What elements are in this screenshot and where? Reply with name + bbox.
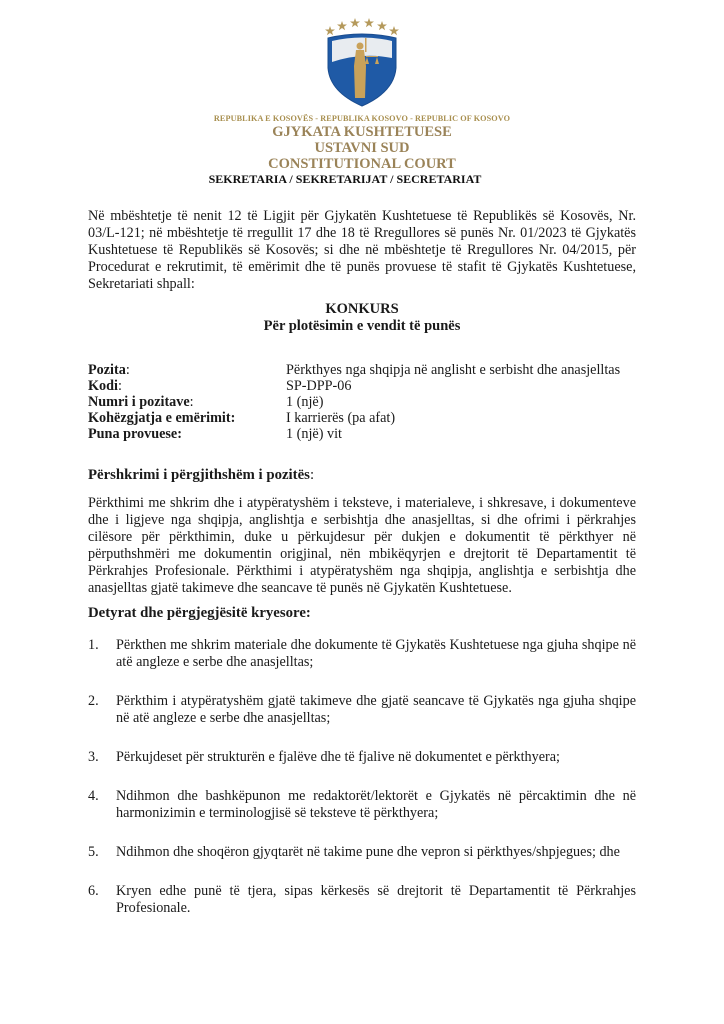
field-value: Përkthyes nga shqipja në anglisht e serbisht dhe anasjelltas [286, 362, 621, 378]
intro-paragraph: Në mbështetje të nenit 12 të Ligjit për Gjykatën Kushtetuese të Republikës së Kosovës, Nr. 03/L-121; në mbështetje të rregullit 17 dhe 18 të Rregullores së punës Nr. 01/2023 të Gjykatës Kushtetuese të Republikës së Kosovës; si dhe në mbështetje të Rregullores Nr. 04/2015, për Procedurat e rekrutimit, të emërimit dhe të punës provuese të stafit të Gjykatës Kushtetuese, Sekretariati shpall: [88, 208, 636, 292]
list-item: 3. Përkujdeset për strukturën e fjalëve dhe të fjalive në dokumentet e përkthyera; [88, 749, 560, 765]
court-name-block [0, 124, 724, 172]
description-heading: Përshkrimi i përgjithshëm i pozitës: [88, 467, 315, 483]
court-name-english: CONSTITUTIONAL COURT [268, 156, 456, 172]
field-label: Numri i pozitave [88, 394, 190, 410]
field-value: 1 (një) vit [286, 426, 342, 442]
list-item: 1. Përkthen me shkrim materiale dhe dokumente të Gjykatës Kushtetuese nga gjuha shqipe në atë angleze e serbe dhe anasjelltas; [88, 637, 636, 670]
duties-list [88, 637, 636, 939]
announcement-subtitle: Për plotësimin e vendit të punës [263, 318, 461, 334]
list-item: 6. Kryen edhe punë të tjera, sipas kërkesës së drejtorit të Departamentit të Përkrahjes Profesionale. [88, 883, 636, 916]
list-item: 4. Ndihmon dhe bashkëpunon me redaktorët/lektorët e Gjykatës në përcaktimin dhe në harmonizimin e terminologjisë së teksteve të përkthyera; [88, 788, 636, 821]
field-label: Pozita [88, 362, 126, 378]
list-item: 2. Përkthim i atypëratyshëm gjatë takimeve dhe gjatë seancave të Gjykatës nga gjuha shqipe në atë angleze e serbe dhe anasjelltas; [88, 693, 636, 726]
field-label: Kohëzgjatja e emërimit: [88, 410, 236, 426]
field-row-code: Kodi: SP-DPP-06 [88, 378, 636, 394]
duties-heading: Detyrat dhe përgjegjësitë kryesore: [88, 605, 311, 621]
court-name-albanian: GJYKATA KUSHTETUESE [272, 124, 452, 140]
field-label: Kodi [88, 378, 118, 394]
field-value: I karrierës (pa afat) [286, 410, 396, 426]
field-label: Puna provuese: [88, 426, 182, 442]
court-name-serbian: USTAVNI SUD [314, 140, 410, 156]
court-emblem-logo [318, 12, 406, 108]
stars-icon [325, 18, 399, 35]
republic-line: REPUBLIKA E KOSOVËS - REPUBLIKA KOSOVO - REPUBLIC OF KOSOVO [213, 114, 511, 123]
field-value: SP-DPP-06 [286, 378, 352, 394]
field-row-number-of-positions: Numri i pozitave: 1 (një) [88, 394, 636, 410]
description-paragraph: Përkthimi me shkrim dhe i atypëratyshëm i teksteve, i materialeve, i shkresave, i dokumenteve dhe i ligjeve nga shqipja, anglishtja e serbishtja dhe anasjelltas, si dhe ofrimi i përkrahjes cilësore për përkthimin, duke u përkujdesur për dukjen e dokumentit të përkthyer në përputhshmëri me dokumentin origjinal, nën mbikëqyrjen e drejtorit të Departamentit të Përkrahjes Profesionale. Përkthimi i atypëratyshëm nga shqipja, anglishtja e serbishtja dhe anasjelltas gjatë takimeve dhe seancave të punës në Gjykatën Kushtetuese. [88, 495, 636, 596]
secretariat-line: SEKRETARIA / SEKRETARIJAT / SECRETARIAT [208, 172, 482, 186]
position-fields [88, 362, 636, 442]
announcement-title: KONKURS [325, 301, 399, 317]
field-row-probation [88, 426, 636, 442]
field-row-duration [88, 410, 636, 426]
list-item: 5. Ndihmon dhe shoqëron gjyqtarët në takime pune dhe vepron si përkthyes/shpjegues; dhe [88, 844, 620, 860]
field-row-position: Pozita: Përkthyes nga shqipja në anglisht e serbisht dhe anasjelltas [88, 362, 636, 378]
field-value: 1 (një) [286, 394, 324, 410]
